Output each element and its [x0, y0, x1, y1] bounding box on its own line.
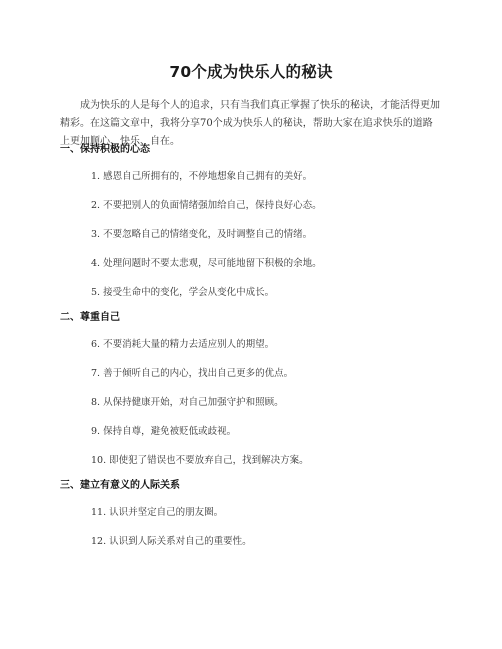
list-item: 9. 保持自尊，避免被贬低或歧视。: [91, 426, 237, 437]
list-item: 6. 不要消耗大量的精力去适应别人的期望。: [91, 339, 275, 350]
list-item: 7. 善于倾听自己的内心，找出自己更多的优点。: [91, 368, 294, 379]
list-item: 10. 即使犯了错误也不要放弃自己，找到解决方案。: [91, 455, 309, 466]
section-heading-1: 一、保持积极的心态: [60, 144, 150, 155]
section-heading-3: 三、建立有意义的人际关系: [60, 480, 180, 491]
list-item: 4. 处理问题时不要太悲观，尽可能地留下积极的余地。: [91, 258, 322, 269]
list-item: 5. 接受生命中的变化，学会从变化中成长。: [91, 287, 275, 298]
list-item: 1. 感恩自己所拥有的，不停地想象自己拥有的美好。: [91, 171, 313, 182]
list-item: 11. 认识并坚定自己的朋友圈。: [91, 507, 224, 518]
section-heading-2: 二、尊重自己: [60, 312, 120, 323]
document-title: 70个成为快乐人的秘诀: [169, 63, 333, 81]
list-item: 2. 不要把别人的负面情绪强加给自己，保持良好心态。: [91, 200, 322, 211]
intro-paragraph: 成为快乐的人是每个人的追求，只有当我们真正掌握了快乐的秘诀，才能活得更加精彩。在这篇文章中，我将分享70个成为快乐人的秘诀，帮助大家在追求快乐的道路上更加顺心、快乐、自在。: [60, 100, 440, 147]
list-item: 8. 从保持健康开始，对自己加强守护和照顾。: [91, 397, 284, 408]
list-item: 3. 不要忽略自己的情绪变化，及时调整自己的情绪。: [91, 229, 313, 240]
list-item: 12. 认识到人际关系对自己的重要性。: [91, 536, 252, 547]
